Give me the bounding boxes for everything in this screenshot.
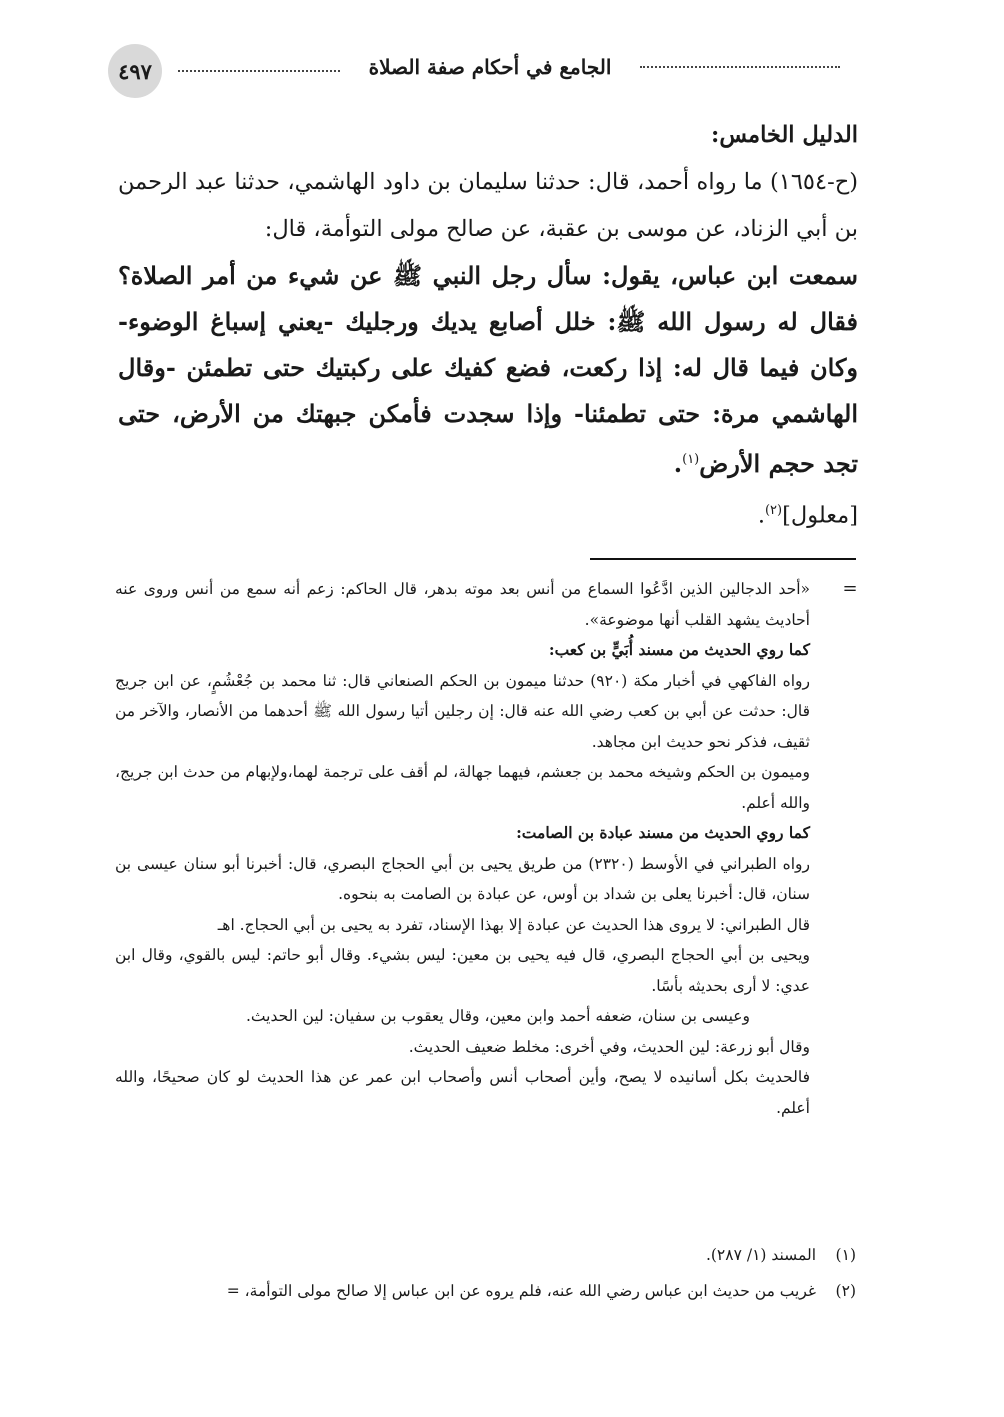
hadith-end-punct: . bbox=[673, 449, 683, 478]
footnote-separator bbox=[590, 558, 856, 560]
footnote-ref-1[interactable]: (١) bbox=[682, 452, 700, 467]
footnote-ref-2[interactable]: (٢) bbox=[764, 503, 783, 518]
note-subheading: كما روي الحديث من مسند أُبَيٍّ بن كعب: bbox=[548, 640, 810, 659]
footnote-text: المسند (١/ ٢٨٧). bbox=[705, 1246, 816, 1264]
page-number-badge bbox=[108, 44, 162, 98]
note-subheading: كما روي الحديث من مسند عبادة بن الصامت: bbox=[516, 823, 810, 842]
note-paragraph: ويحيى بن أبي الحجاج البصري، قال فيه يحيى بن معين: ليس بشيء. وقال أبو حاتم: ليس بالقوي، وقال ابن عدي: لا أرى بحديثه بأسًا. bbox=[115, 946, 810, 995]
running-header-title: الجامع في أحكام صفة الصلاة bbox=[368, 55, 612, 79]
header-dotted-rule-left bbox=[178, 70, 340, 72]
hadith-body: سمعت ابن عباس، يقول: سأل رجل النبي ﷺ عن شيء من أمر الصلاة؟ فقال له رسول الله ﷺ: خلل أصابع يديك ورجليك -يعني إسباغ الوضوء- وكان فيما قال له: إذا ركعت، فضع كفيك على ركبتيك حتى تطمئن -وقال الهاشمي مرة: حتى تطمئنا- وإذا سجدت فأمكن جبهتك من الأرض، حتى تجد حجم الأرض bbox=[118, 261, 858, 478]
footnote-number: (١) bbox=[835, 1246, 856, 1264]
section-heading: الدليل الخامس: bbox=[711, 122, 858, 148]
note-paragraph: وقال أبو زرعة: لين الحديث، وفي أخرى: مخلط ضعيف الحديث. bbox=[408, 1037, 810, 1056]
grading-end-punct: . bbox=[757, 502, 765, 529]
note-paragraph: رواه الفاكهي في أخبار مكة (٩٢٠) حدثنا ميمون بن الحكم الصنعاني قال: ثنا محمد بن جُعْشُمٍ، عن ابن جريج قال: حدثت عن أبي بن كعب رضي الله عنه قال: إن رجلين أتيا رسول الله ﷺ أحدهما من الأنصار، والآخر من ثقيف، فذكر نحو حديث ابن مجاهد. bbox=[115, 671, 810, 751]
note-paragraph: وعيسى بن سنان، ضعفه أحمد وابن معين، وقال يعقوب بن سفيان: لين الحديث. bbox=[246, 1007, 750, 1025]
grading-line bbox=[118, 487, 858, 540]
footnote-text: غريب من حديث ابن عباس رضي الله عنه، فلم يروه عن ابن عباس إلا صالح مولى التوأمة، = bbox=[226, 1282, 816, 1300]
main-text bbox=[118, 112, 858, 540]
note-paragraph: قال الطبراني: لا يروى هذا الحديث عن عبادة إلا بهذا الإسناد، تفرد به يحيى بن أبي الحجاج. اهـ bbox=[217, 915, 810, 934]
footnote-number: (٢) bbox=[835, 1282, 856, 1300]
isnad-paragraph: (ح-١٦٥٤) ما رواه أحمد، قال: حدثنا سليمان بن داود الهاشمي، حدثنا عبد الرحمن بن أبي الزناد، عن موسى بن عقبة، عن صالح مولى التوأمة، قال: bbox=[118, 169, 858, 242]
note-paragraph: وميمون بن الحكم وشيخه محمد بن جعشم، فيهما جهالة، لم أقف على ترجمة لهما،ولإبهام من حدث ابن جريج، والله أعلم. bbox=[115, 763, 810, 812]
footnote-1 bbox=[110, 1240, 856, 1270]
footnote-2 bbox=[110, 1276, 856, 1306]
note-paragraph: «أحد الدجالين الذين ادَّعُوا السماع من أنس بعد موته بدهر، قال الحاكم: زعم أنه سمع من أنس وروى عنه أحاديث يشهد القلب أنها موضوعة». bbox=[115, 580, 810, 629]
header-dotted-rule-right bbox=[640, 66, 840, 68]
note-paragraph: فالحديث بكل أسانيده لا يصح، وأين أصحاب أنس وأصحاب ابن عمر عن هذا الحديث لو كان صحيحًا، والله أعلم. bbox=[115, 1068, 810, 1117]
page-number: ٤٩٧ bbox=[118, 58, 152, 84]
hadith-text bbox=[118, 253, 858, 487]
grading-text: [معلول] bbox=[782, 502, 858, 529]
footnote-continuation bbox=[115, 574, 810, 1123]
note-paragraph: رواه الطبراني في الأوسط (٢٣٢٠) من طريق يحيى بن أبي الحجاج البصري، قال: أخبرنا أبو سنان عيسى بن سنان، قال: أخبرنا يعلى بن شداد بن أوس، عن عبادة بن الصامت به بنحوه. bbox=[115, 854, 811, 903]
continuation-mark: = bbox=[842, 578, 858, 599]
